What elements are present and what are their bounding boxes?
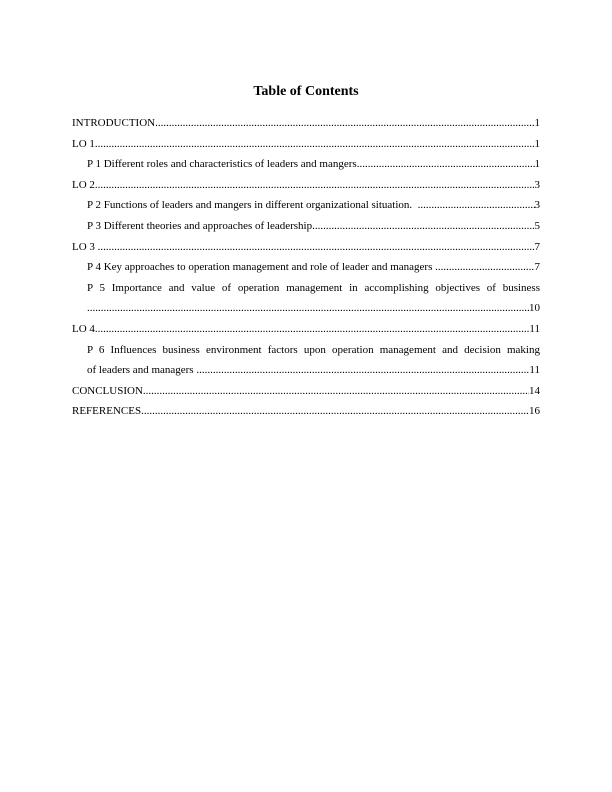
toc-entry-conclusion[interactable]: [72, 381, 540, 402]
toc-leader-dots: [196, 360, 529, 381]
toc-title: Table of Contents: [253, 84, 359, 99]
toc-entry-label: P 6 Influences business environment factors upon operation management and decision making: [87, 343, 540, 356]
toc-entry-label: REFERENCES: [72, 405, 142, 418]
toc-leader-dots: [155, 113, 534, 134]
toc-leader-dots: [95, 319, 529, 340]
toc-entry-p1[interactable]: [72, 154, 540, 175]
toc-entry-references[interactable]: [72, 401, 540, 422]
toc-entry-label: P 1 Different roles and characteristics of leaders and mangers: [87, 158, 357, 171]
toc-leader-dots: [357, 154, 535, 175]
toc-leader-dots: [95, 175, 535, 196]
toc-entry-p5[interactable]: [72, 278, 540, 319]
toc-entry-lo1[interactable]: [72, 134, 540, 155]
toc-entry-p4[interactable]: [72, 257, 540, 278]
toc-page-number: 11: [529, 364, 540, 377]
toc-page-number: 7: [534, 261, 540, 274]
toc-entry-label: P 3 Different theories and approaches of leadership: [87, 219, 313, 232]
toc-page-number: 14: [529, 384, 540, 397]
toc-entry-label: LO 4: [72, 322, 95, 335]
toc-entry-label: INTRODUCTION: [72, 117, 156, 129]
toc-entry-lo2[interactable]: [72, 175, 540, 196]
toc-entry-label: P 5 Importance and value of operation management in accomplishing objectives of business: [87, 281, 540, 294]
toc-page-number: 1: [534, 137, 540, 150]
toc-entry-label: CONCLUSION: [72, 384, 143, 397]
toc-entry-introduction[interactable]: [72, 113, 540, 134]
toc-entry-lo4[interactable]: [72, 319, 540, 340]
toc-entry-p2[interactable]: [72, 195, 540, 216]
table-of-contents: [72, 113, 540, 422]
toc-leader-dots: [87, 298, 529, 319]
toc-page-number: 16: [529, 405, 540, 418]
toc-page-number: 1: [534, 158, 540, 171]
toc-entry-label: LO 1: [72, 137, 95, 150]
toc-entry-label: P 2 Functions of leaders and mangers in different organizational situation.: [87, 199, 418, 212]
toc-page-number: 3: [534, 178, 540, 191]
toc-leader-dots: [418, 195, 535, 216]
toc-leader-dots: [143, 381, 529, 402]
toc-entry-label: LO 2: [72, 178, 95, 191]
toc-page-number: 7: [534, 240, 540, 253]
toc-page-number: 11: [529, 322, 540, 335]
toc-page-number: 5: [534, 219, 540, 232]
toc-entry-p6[interactable]: [72, 340, 540, 381]
toc-entry-label: P 4 Key approaches to operation management and role of leader and managers: [87, 261, 436, 274]
toc-leader-dots: [95, 134, 535, 155]
toc-page-number: 1: [534, 117, 540, 129]
toc-page-number: 3: [534, 199, 540, 212]
toc-entry-continuation: [72, 298, 540, 319]
toc-entry-continuation: [72, 360, 540, 381]
toc-leader-dots: [312, 216, 534, 237]
toc-entry-label: LO 3: [72, 240, 98, 253]
toc-leader-dots: [141, 401, 529, 422]
toc-leader-dots: [435, 257, 534, 278]
toc-entry-label-continued: of leaders and managers: [87, 364, 197, 377]
toc-page-number: 10: [529, 302, 540, 315]
toc-entry-lo3[interactable]: [72, 237, 540, 258]
toc-entry-p3[interactable]: [72, 216, 540, 237]
toc-leader-dots: [98, 237, 535, 258]
